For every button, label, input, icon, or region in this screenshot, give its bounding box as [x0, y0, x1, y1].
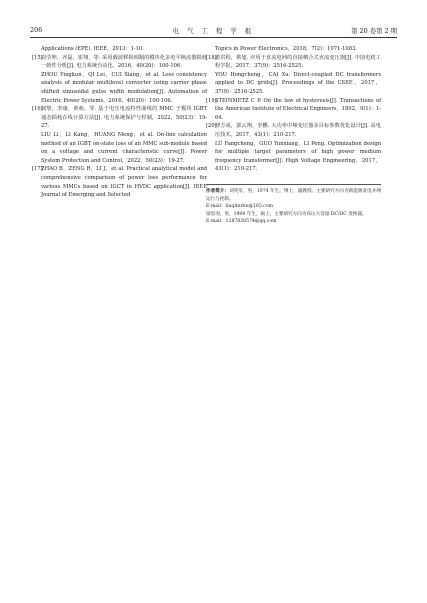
reference-text: Topics in Power Electronics，2018，7(2)：1071-1083. — [215, 46, 357, 52]
reference-text-zh: 刘黎，李康，黄萌，等. 基于电压电流特性曲线的 MMC 子模块 IGBT 通态损耗在线计算方法[J]. 电力系统保护与控制，2022，50(23)：19-27. — [41, 106, 207, 130]
reference-text-zh: 律方成，郭云翔，李鹏. 大功率中频变压器多目标参数优化设计[J]. 高电压技术，2017，43(1)：210-217. — [215, 123, 381, 138]
author-email-2: E-mail：1287820574@qq.com — [206, 219, 277, 225]
reference-17 — [32, 165, 207, 199]
reference-15 — [32, 54, 207, 106]
page-number: 206 — [30, 26, 43, 34]
author-bio-text: 刘英军，男，1974 年生，博士，副教授。主要研究方向为新能源发电并网运行与控制。 — [206, 188, 381, 202]
reference-continuation — [32, 45, 207, 54]
reference-text-zh: 游洪程，蔡旭. 应用于直流电网的直接耦合式直流变压器[J]. 中国电机工程学报，2017，37(9)：2516-2525. — [215, 54, 381, 70]
reference-text-en: LIU Li，LI Kang，HUANG Meng，et al. On-line calculation method of an IGBT on-state loss of an MMC sub-module based on a voltage and current characteristic curve[J]. Power System Protection and Control，2022，50(23)：19-27. — [41, 131, 207, 164]
reference-number: [18] — [206, 54, 217, 61]
reference-text: Applications (EPE). IEEE，2013：1-10. — [41, 46, 144, 52]
reference-text-zh: 周莹坤，齐磊，崔翔，等. 采用载波移相调制的模块化多电平换流器损耗一致性分析[J]. 电力系统自动化，2016，40(20)：100-106. — [41, 54, 207, 70]
journal-title: 电 气 工 程 学 报 — [172, 27, 255, 35]
volume-issue: 第 20 卷第 2 期 — [351, 27, 397, 35]
reference-19 — [206, 97, 381, 123]
reference-number: [16] — [32, 106, 43, 113]
running-header — [30, 26, 397, 36]
author-bio-divider — [206, 184, 381, 185]
author-bios — [206, 188, 381, 226]
reference-text-en: YOU Hongcheng，CAI Xu. Direct-coupled DC transformers applied to DC grids[J]. Proceedings of the CSEE，2017，37(9)：2516-2525. — [215, 71, 381, 95]
header-rule — [30, 37, 397, 38]
author-bio-label: 作者简介： — [206, 188, 230, 194]
reference-20 — [206, 122, 381, 174]
reference-text-en: STEINMETZ C P. On the law of hysteresis[J]. Transactions of the American Institute of Electrical Engineers，1892，9(1)：1-64. — [215, 97, 381, 121]
left-column — [32, 45, 207, 200]
author-email-1: E-mail：liuqlinzhe@163.com — [206, 204, 273, 210]
reference-text-en: ZHOU Yingkun，QI Lei，CUI Xiang，et al. Loss consistency analysis of modular multilevel converter using carrier phase shifted sinusoidal pulse width modulation[J]. Automation of Electric Power Systems，2016，40(20)：100-106. — [41, 71, 207, 104]
right-column — [206, 45, 381, 226]
reference-number: [20] — [206, 123, 217, 130]
reference-text-en: ZHAO B，ZENG R，LI J，et al. Practical analytical model and comprehensive comparison of power loss performance for various MMCs based on IGCT in HVDC application[J]. IEEE Journal of Emerging and Selected — [41, 166, 207, 199]
reference-continuation — [206, 45, 381, 54]
reference-16 — [32, 105, 207, 165]
author-bio-1 — [206, 188, 381, 203]
author-bio-2: 梁恩羽，男，1998 年生，硕士。主要研究方向为高压大容量 DC/DC 变换器。 — [206, 211, 367, 217]
reference-number: [15] — [32, 54, 43, 61]
reference-number: [17] — [32, 166, 43, 173]
reference-number: [19] — [206, 97, 217, 104]
reference-text-en: LÜ Fangcheng，GUO Yunxiang，LI Peng. Optimization design for multiple target parameters of high power medium frequency transformer[J]. High Voltage Engineering，2017，43(1)：210-217. — [215, 140, 381, 173]
reference-18 — [206, 54, 381, 97]
